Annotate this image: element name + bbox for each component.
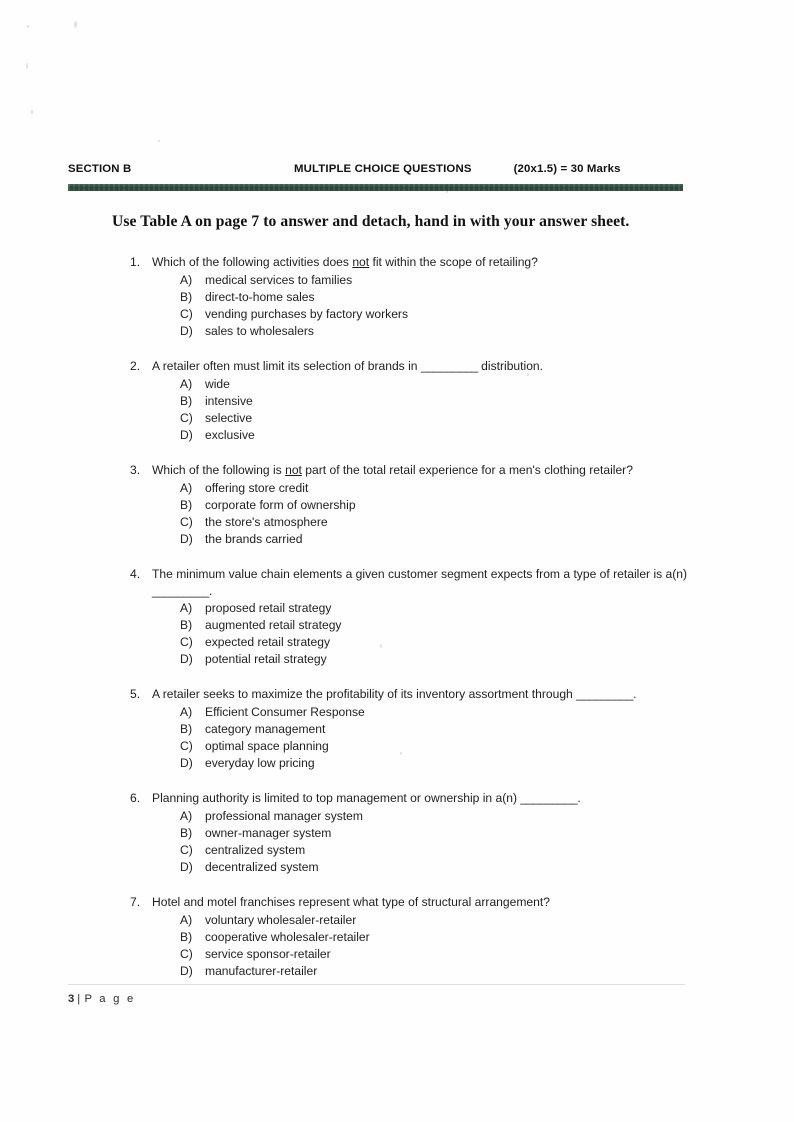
option-row[interactable] — [68, 634, 688, 651]
option-letter: B) — [180, 289, 193, 304]
question-text — [152, 790, 688, 807]
question-line — [68, 358, 688, 375]
question-line — [68, 686, 688, 703]
question-text-before: Which of the following is — [152, 462, 286, 477]
answer-blank: _________ — [420, 358, 478, 373]
option-row[interactable] — [68, 600, 688, 617]
option-letter: C) — [180, 947, 193, 962]
option-row[interactable] — [68, 514, 688, 531]
option-row[interactable] — [68, 946, 688, 963]
option-text: sales to wholesalers — [205, 323, 314, 338]
footer-page-label — [68, 993, 685, 1005]
scan-speck — [158, 140, 160, 142]
option-text: medical services to families — [205, 272, 353, 287]
option-letter: D) — [180, 427, 193, 442]
option-text: Efficient Consumer Response — [205, 705, 365, 720]
question-line — [68, 462, 688, 479]
section-label: SECTION B — [68, 163, 132, 175]
question-text-before: Hotel and motel franchises represent what type of structural arrangement? — [152, 895, 550, 910]
option-text: category management — [205, 722, 326, 737]
option-list — [68, 808, 688, 876]
option-text: service sponsor-retailer — [205, 947, 331, 962]
question — [68, 686, 688, 772]
header-divider-bar — [68, 184, 683, 191]
question — [68, 462, 688, 548]
option-row[interactable] — [68, 393, 688, 410]
option-row[interactable] — [68, 825, 688, 842]
option-row[interactable] — [68, 808, 688, 825]
option-text: offering store credit — [205, 480, 309, 495]
option-text: intensive — [205, 393, 253, 408]
question-text — [152, 462, 688, 479]
question-text-after: . — [577, 791, 581, 806]
footer-page-number: 3 — [68, 993, 75, 1005]
option-row[interactable] — [68, 738, 688, 755]
option-letter: D) — [180, 964, 193, 979]
option-letter: A) — [180, 809, 193, 824]
option-text: vending purchases by factory workers — [205, 306, 409, 321]
option-letter: C) — [180, 514, 193, 529]
question — [68, 566, 688, 669]
option-row[interactable] — [68, 859, 688, 876]
scan-speck — [27, 25, 29, 28]
question-number: 7. — [130, 895, 141, 910]
option-text: corporate form of ownership — [205, 497, 356, 512]
option-letter: D) — [180, 531, 193, 546]
option-letter: A) — [180, 272, 193, 287]
option-row[interactable] — [68, 721, 688, 738]
option-text: centralized system — [205, 843, 306, 858]
option-row[interactable] — [68, 704, 688, 721]
option-row[interactable] — [68, 963, 688, 980]
option-letter: B) — [180, 930, 193, 945]
option-text: potential retail strategy — [205, 652, 327, 667]
question-text — [152, 686, 688, 703]
option-text: the brands carried — [205, 531, 303, 546]
option-text: expected retail strategy — [205, 635, 331, 650]
question-text-after: fit within the scope of retailing? — [369, 255, 538, 269]
answer-blank: _________ — [576, 687, 634, 702]
question-text-before: A retailer seeks to maximize the profitability of its inventory assortment through — [152, 687, 577, 702]
option-text: voluntary wholesaler-retailer — [205, 913, 357, 927]
question-number: 1. — [130, 255, 141, 269]
scan-speck — [26, 63, 28, 69]
question — [68, 790, 688, 876]
option-letter: A) — [180, 913, 193, 927]
footer-separator: | — [77, 993, 83, 1005]
option-row[interactable] — [68, 497, 688, 514]
option-text: optimal space planning — [205, 739, 329, 754]
option-letter: C) — [180, 635, 193, 650]
option-text: augmented retail strategy — [205, 618, 342, 633]
option-text: everyday low pricing — [205, 756, 315, 771]
option-list — [68, 272, 688, 340]
question-number: 2. — [130, 358, 141, 373]
answer-blank: _________ — [152, 583, 209, 598]
option-row[interactable] — [68, 306, 688, 323]
question-line — [68, 254, 688, 271]
option-letter: D) — [180, 860, 193, 875]
option-row[interactable] — [68, 929, 688, 946]
option-row[interactable] — [68, 410, 688, 427]
option-letter: C) — [180, 843, 193, 858]
option-letter: D) — [180, 323, 193, 338]
option-row[interactable] — [68, 651, 688, 668]
page-title: MULTIPLE CHOICE QUESTIONS — [294, 163, 472, 175]
question-text — [152, 894, 688, 911]
option-text: cooperative wholesaler-retailer — [205, 930, 370, 945]
question-text-before: A retailer often must limit its selection of brands in — [152, 358, 421, 373]
question-line — [68, 790, 688, 807]
question-number: 4. — [130, 566, 141, 581]
option-text: proposed retail strategy — [205, 601, 332, 616]
option-list — [68, 912, 688, 980]
question-list — [68, 254, 688, 980]
question-emphasis: not — [285, 462, 302, 477]
question — [68, 894, 688, 980]
option-letter: B) — [180, 497, 193, 512]
option-list — [68, 600, 688, 668]
question-number: 6. — [130, 791, 141, 806]
question-text-before: Which of the following activities does — [152, 255, 353, 269]
scan-speck — [74, 21, 77, 28]
option-text: professional manager system — [205, 809, 363, 824]
question-text — [152, 358, 688, 375]
option-row[interactable] — [68, 289, 688, 306]
option-row[interactable] — [68, 755, 688, 772]
question-text-after: . — [208, 583, 213, 598]
option-text: wide — [205, 376, 230, 391]
option-letter: C) — [180, 410, 193, 425]
option-row[interactable] — [68, 427, 688, 444]
question-text — [152, 566, 688, 599]
option-letter: C) — [180, 739, 193, 754]
option-letter: C) — [180, 306, 193, 321]
option-text: direct-to-home sales — [205, 289, 315, 304]
question-number: 3. — [130, 462, 141, 477]
question-text-after: distribution. — [477, 358, 544, 373]
scan-speck — [31, 110, 33, 114]
option-row[interactable] — [68, 480, 688, 497]
option-text: manufacturer-retailer — [205, 964, 318, 979]
option-letter: B) — [180, 826, 193, 841]
option-row[interactable] — [68, 323, 688, 340]
option-text: exclusive — [205, 427, 255, 442]
option-letter: A) — [180, 705, 193, 720]
page-content — [68, 163, 688, 998]
question-text-after: . — [633, 687, 637, 702]
option-letter: D) — [180, 756, 193, 771]
option-row[interactable] — [68, 272, 688, 289]
question — [68, 358, 688, 444]
footer-divider — [68, 984, 685, 985]
option-list — [68, 376, 688, 444]
exam-header — [68, 163, 688, 179]
option-row[interactable] — [68, 912, 688, 929]
question-text-before: The minimum value chain elements a given customer segment expects from a type of retailer is a(n) — [152, 566, 688, 581]
option-text: owner-manager system — [205, 826, 332, 841]
option-letter: A) — [180, 601, 193, 616]
option-list — [68, 704, 688, 772]
option-row[interactable] — [68, 617, 688, 634]
footer-page-word: P a g e — [84, 993, 136, 1005]
option-letter: A) — [180, 480, 193, 495]
option-letter: D) — [180, 652, 193, 667]
option-letter: B) — [180, 393, 193, 408]
question — [68, 254, 688, 340]
option-text: decentralized system — [205, 860, 319, 875]
option-row[interactable] — [68, 531, 688, 548]
option-text: selective — [205, 410, 253, 425]
question-line — [68, 894, 688, 911]
page-footer — [68, 984, 685, 1005]
option-list — [68, 480, 688, 548]
marks-label: (20x1.5) = 30 Marks — [513, 163, 621, 175]
option-letter: B) — [180, 618, 193, 633]
question-text — [152, 254, 688, 271]
option-row[interactable] — [68, 376, 688, 393]
question-text-after: part of the total retail experience for a men's clothing retailer? — [301, 462, 633, 477]
question-number: 5. — [130, 687, 141, 702]
answer-blank: _________ — [520, 791, 578, 806]
option-text: the store's atmosphere — [205, 514, 328, 529]
option-row[interactable] — [68, 842, 688, 859]
question-line — [68, 566, 688, 599]
question-text-before: Planning authority is limited to top management or ownership in a(n) — [152, 791, 521, 806]
option-letter: A) — [180, 376, 193, 391]
question-emphasis: not — [352, 255, 370, 269]
instruction-text: Use Table A on page 7 to answer and detach, hand in with your answer sheet. — [112, 213, 630, 230]
option-letter: B) — [180, 722, 193, 737]
